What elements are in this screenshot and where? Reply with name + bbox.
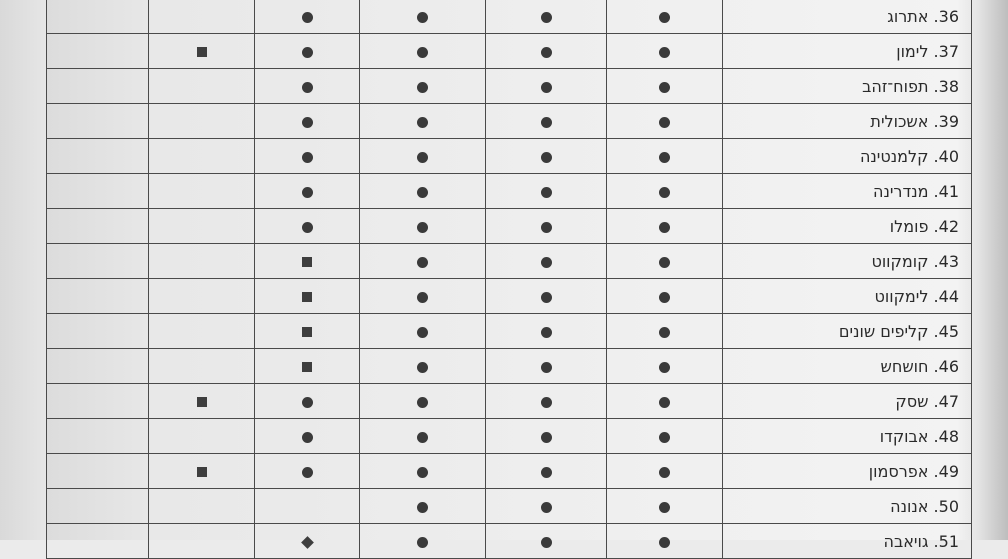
circle-mark-icon xyxy=(302,467,313,478)
table-cell xyxy=(360,104,486,139)
table-cell xyxy=(607,0,723,34)
table-row xyxy=(47,384,972,419)
circle-mark-icon xyxy=(541,397,552,408)
circle-mark-icon xyxy=(417,292,428,303)
table-cell xyxy=(607,174,723,209)
circle-mark-icon xyxy=(302,432,313,443)
circle-mark-icon xyxy=(541,362,552,373)
table-cell xyxy=(47,384,149,419)
table-cell xyxy=(255,314,360,349)
square-mark-icon xyxy=(302,292,312,302)
circle-mark-icon xyxy=(417,327,428,338)
circle-mark-icon xyxy=(541,292,552,303)
table-cell xyxy=(486,489,607,524)
table-cell xyxy=(360,34,486,69)
table-cell xyxy=(607,279,723,314)
circle-mark-icon xyxy=(417,187,428,198)
fruit-name: 46. חושחש xyxy=(723,349,972,384)
circle-mark-icon xyxy=(417,502,428,513)
table-cell xyxy=(255,244,360,279)
diamond-mark-icon xyxy=(301,536,314,549)
fruit-name: 40. קלמנטינה xyxy=(723,139,972,174)
fruit-name: 39. אשכולית xyxy=(723,104,972,139)
table-cell xyxy=(47,419,149,454)
fruit-name: 44. לימקווט xyxy=(723,279,972,314)
fruit-name: 42. פומלו xyxy=(723,209,972,244)
table-cell xyxy=(149,69,255,104)
table-row xyxy=(47,489,972,524)
circle-mark-icon xyxy=(659,397,670,408)
table-cell xyxy=(47,244,149,279)
table-cell xyxy=(47,34,149,69)
table-cell xyxy=(607,139,723,174)
circle-mark-icon xyxy=(417,222,428,233)
square-mark-icon xyxy=(302,327,312,337)
fruit-name: 41. מנדרינה xyxy=(723,174,972,209)
table-cell xyxy=(486,279,607,314)
table-cell xyxy=(360,244,486,279)
table-row xyxy=(47,454,972,489)
table-cell xyxy=(607,524,723,559)
table-cell xyxy=(607,314,723,349)
circle-mark-icon xyxy=(659,12,670,23)
table-cell xyxy=(47,524,149,559)
table-cell xyxy=(255,384,360,419)
circle-mark-icon xyxy=(302,397,313,408)
circle-mark-icon xyxy=(541,12,552,23)
table-cell xyxy=(47,139,149,174)
table-cell xyxy=(486,104,607,139)
table-row xyxy=(47,139,972,174)
table-cell xyxy=(360,419,486,454)
table-cell xyxy=(607,489,723,524)
table-cell xyxy=(47,174,149,209)
table-cell xyxy=(255,279,360,314)
table-cell xyxy=(486,384,607,419)
circle-mark-icon xyxy=(659,327,670,338)
circle-mark-icon xyxy=(417,537,428,548)
table-cell xyxy=(149,384,255,419)
circle-mark-icon xyxy=(302,222,313,233)
table-cell xyxy=(149,139,255,174)
circle-mark-icon xyxy=(541,537,552,548)
fruit-name: 38. תפוח־זהב xyxy=(723,69,972,104)
circle-mark-icon xyxy=(417,397,428,408)
table-cell xyxy=(47,104,149,139)
circle-mark-icon xyxy=(417,82,428,93)
circle-mark-icon xyxy=(417,117,428,128)
table-cell xyxy=(255,349,360,384)
table-cell xyxy=(255,34,360,69)
table-cell xyxy=(255,209,360,244)
table-cell xyxy=(255,454,360,489)
table-cell xyxy=(149,279,255,314)
circle-mark-icon xyxy=(659,152,670,163)
circle-mark-icon xyxy=(541,467,552,478)
fruit-name: 51. גויאבה xyxy=(723,524,972,559)
table-cell xyxy=(607,244,723,279)
circle-mark-icon xyxy=(659,82,670,93)
fruit-name: 37. לימון xyxy=(723,34,972,69)
square-mark-icon xyxy=(197,467,207,477)
table-cell xyxy=(360,384,486,419)
circle-mark-icon xyxy=(541,257,552,268)
table-cell xyxy=(47,454,149,489)
table-cell xyxy=(47,0,149,34)
circle-mark-icon xyxy=(541,222,552,233)
table-cell xyxy=(360,174,486,209)
fruit-name: 49. אפרסמון xyxy=(723,454,972,489)
table-cell xyxy=(486,0,607,34)
table-cell xyxy=(486,314,607,349)
table-cell xyxy=(360,0,486,34)
table-cell xyxy=(47,209,149,244)
table-cell xyxy=(255,489,360,524)
table-cell xyxy=(149,419,255,454)
table-cell xyxy=(149,244,255,279)
circle-mark-icon xyxy=(659,537,670,548)
table-cell xyxy=(47,69,149,104)
circle-mark-icon xyxy=(302,82,313,93)
table-cell xyxy=(255,104,360,139)
table-cell xyxy=(360,524,486,559)
circle-mark-icon xyxy=(302,117,313,128)
table-cell xyxy=(607,384,723,419)
table-row xyxy=(47,349,972,384)
table-cell xyxy=(607,454,723,489)
table-cell xyxy=(360,489,486,524)
circle-mark-icon xyxy=(541,47,552,58)
table-cell xyxy=(47,489,149,524)
fruit-table xyxy=(46,0,972,559)
circle-mark-icon xyxy=(417,467,428,478)
table-row xyxy=(47,419,972,454)
table-row xyxy=(47,174,972,209)
circle-mark-icon xyxy=(541,187,552,198)
table-cell xyxy=(607,419,723,454)
table-cell xyxy=(486,419,607,454)
table-cell xyxy=(486,34,607,69)
table-cell xyxy=(149,524,255,559)
circle-mark-icon xyxy=(659,222,670,233)
table-cell xyxy=(149,0,255,34)
circle-mark-icon xyxy=(659,502,670,513)
table-cell xyxy=(360,349,486,384)
table-cell xyxy=(47,279,149,314)
table-cell xyxy=(360,279,486,314)
circle-mark-icon xyxy=(659,257,670,268)
fruit-name: 45. קליפים שונים xyxy=(723,314,972,349)
table-cell xyxy=(607,349,723,384)
square-mark-icon xyxy=(197,397,207,407)
table-cell xyxy=(607,104,723,139)
left-page-edge xyxy=(0,0,46,540)
table-cell xyxy=(360,314,486,349)
table-row xyxy=(47,244,972,279)
circle-mark-icon xyxy=(659,117,670,128)
circle-mark-icon xyxy=(302,187,313,198)
table-cell xyxy=(607,69,723,104)
table-row xyxy=(47,279,972,314)
table-cell xyxy=(149,349,255,384)
table-cell xyxy=(607,209,723,244)
table-cell xyxy=(486,524,607,559)
table-cell xyxy=(255,139,360,174)
fruit-name: 48. אבוקדו xyxy=(723,419,972,454)
circle-mark-icon xyxy=(541,432,552,443)
table-cell xyxy=(360,454,486,489)
circle-mark-icon xyxy=(659,467,670,478)
table-cell xyxy=(360,209,486,244)
table-cell xyxy=(255,419,360,454)
circle-mark-icon xyxy=(659,432,670,443)
table-cell xyxy=(255,69,360,104)
table-cell xyxy=(255,0,360,34)
table-row xyxy=(47,104,972,139)
circle-mark-icon xyxy=(302,152,313,163)
circle-mark-icon xyxy=(417,362,428,373)
table-cell xyxy=(486,454,607,489)
table-cell xyxy=(486,349,607,384)
table-cell xyxy=(360,69,486,104)
circle-mark-icon xyxy=(417,432,428,443)
table-row xyxy=(47,314,972,349)
table-cell xyxy=(149,104,255,139)
fruit-name: 43. קומקווט xyxy=(723,244,972,279)
table-row xyxy=(47,524,972,559)
table-cell xyxy=(486,209,607,244)
fruit-name: 50. אנונה xyxy=(723,489,972,524)
circle-mark-icon xyxy=(659,362,670,373)
table-cell xyxy=(360,139,486,174)
circle-mark-icon xyxy=(417,152,428,163)
table-body xyxy=(47,0,972,559)
circle-mark-icon xyxy=(302,12,313,23)
table-cell xyxy=(255,524,360,559)
square-mark-icon xyxy=(197,47,207,57)
table-cell xyxy=(486,244,607,279)
circle-mark-icon xyxy=(541,502,552,513)
table-cell xyxy=(47,314,149,349)
table-cell xyxy=(149,34,255,69)
table-row xyxy=(47,34,972,69)
square-mark-icon xyxy=(302,362,312,372)
square-mark-icon xyxy=(302,257,312,267)
circle-mark-icon xyxy=(659,187,670,198)
circle-mark-icon xyxy=(541,117,552,128)
table-cell xyxy=(149,489,255,524)
table-cell xyxy=(149,209,255,244)
circle-mark-icon xyxy=(659,47,670,58)
circle-mark-icon xyxy=(659,292,670,303)
circle-mark-icon xyxy=(417,257,428,268)
table-cell xyxy=(149,174,255,209)
table-cell xyxy=(486,139,607,174)
table-row xyxy=(47,0,972,34)
table-row xyxy=(47,69,972,104)
table-cell xyxy=(486,69,607,104)
fruit-name: 47. שסק xyxy=(723,384,972,419)
table-cell xyxy=(149,454,255,489)
circle-mark-icon xyxy=(541,82,552,93)
circle-mark-icon xyxy=(417,47,428,58)
circle-mark-icon xyxy=(541,327,552,338)
table-cell xyxy=(486,174,607,209)
circle-mark-icon xyxy=(541,152,552,163)
circle-mark-icon xyxy=(302,47,313,58)
circle-mark-icon xyxy=(417,12,428,23)
table-row xyxy=(47,209,972,244)
table-cell xyxy=(255,174,360,209)
table-cell xyxy=(47,349,149,384)
table-cell xyxy=(149,314,255,349)
fruit-name: 36. אתרוג xyxy=(723,0,972,34)
table-cell xyxy=(607,34,723,69)
